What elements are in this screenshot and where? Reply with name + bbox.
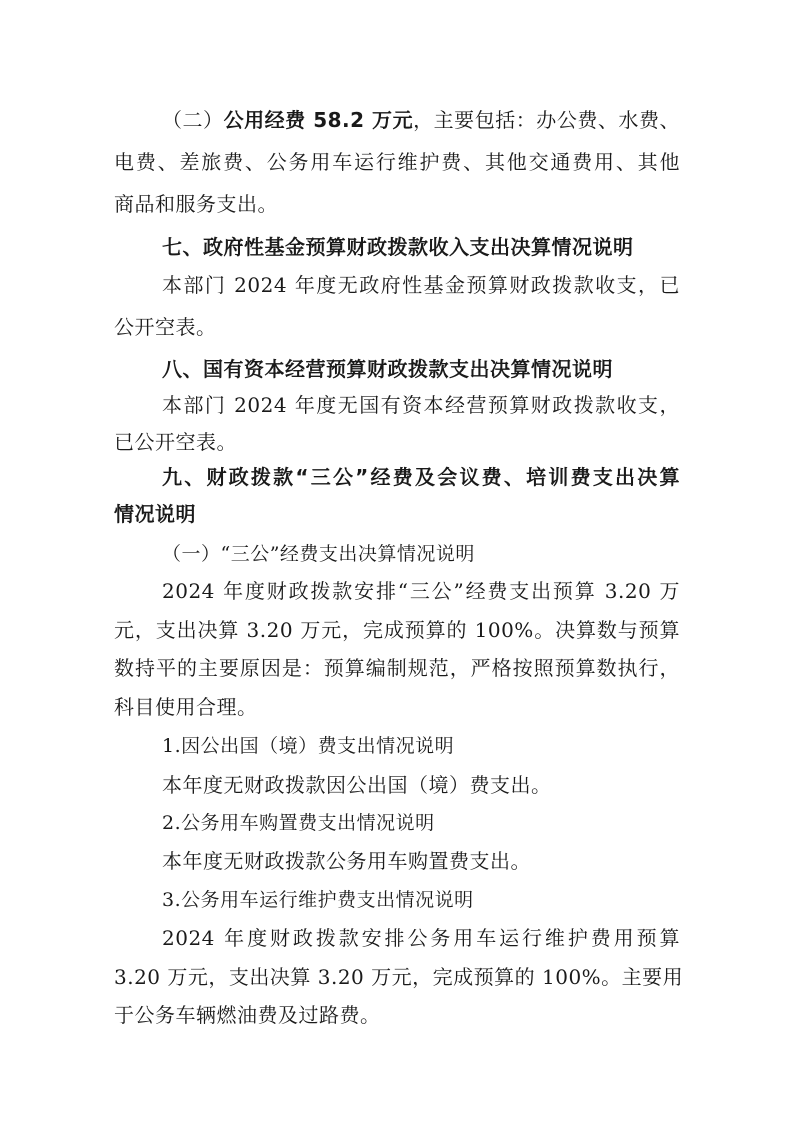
item-2-title: 2.公务用车购置费支出情况说明 [162, 812, 435, 834]
section-8-line-1: 本部门 2024 年度无国有资本经营预算财政拨款收支， [162, 393, 680, 417]
three-public-para-line-4: 科目使用合理。 [114, 695, 258, 719]
public-funds-text: ，主要包括：办公费、水费、 [413, 108, 680, 132]
section-8-heading: 八、国有资本经营预算财政拨款支出决算情况说明 [162, 357, 613, 381]
section-7-line-2: 公开空表。 [114, 315, 217, 339]
item-3-title: 3.公务用车运行维护费支出情况说明 [162, 889, 474, 911]
three-public-para-line-1: 2024 年度财政拨款安排“三公”经费支出预算 3.20 万 [162, 579, 680, 603]
item-3-para-line-3: 于公务车辆燃油费及过路费。 [114, 1003, 381, 1027]
item-2-body: 本年度无财政拨款公务用车购置费支出。 [162, 849, 531, 873]
section-7-heading: 七、政府性基金预算财政拨款收入支出决算情况说明 [162, 235, 634, 259]
three-public-subheading: （一）“三公”经费支出决算情况说明 [162, 543, 475, 565]
public-funds-line-2: 电费、差旅费、公务用车运行维护费、其他交通费用、其他 [114, 150, 680, 174]
three-public-para-line-3: 数持平的主要原因是：预算编制规范，严格按照预算数执行， [114, 656, 680, 680]
item-1-title: 1.因公出国（境）费支出情况说明 [162, 735, 455, 757]
item-1-body: 本年度无财政拨款因公出国（境）费支出。 [162, 773, 552, 797]
section-9-heading-line-1: 九、财政拨款“三公”经费及会议费、培训费支出决算 [162, 465, 680, 489]
item-3-para-line-1: 2024 年度财政拨款安排公务用车运行维护费用预算 [162, 926, 680, 950]
section-8-line-2: 已公开空表。 [114, 430, 237, 454]
three-public-para-line-2: 元，支出决算 3.20 万元，完成预算的 100%。决算数与预算 [114, 618, 680, 642]
section-7-line-1: 本部门 2024 年度无政府性基金预算财政拨款收支，已 [162, 273, 680, 297]
public-funds-label: （二） [162, 108, 224, 132]
public-funds-line-3: 商品和服务支出。 [114, 192, 278, 216]
public-funds-amount: 公用经费 58.2 万元 [223, 108, 414, 132]
public-funds-line-1 [162, 107, 680, 133]
item-3-para-line-2: 3.20 万元，支出决算 3.20 万元，完成预算的 100%。主要用 [114, 965, 684, 989]
section-9-heading-line-2: 情况说明 [114, 502, 196, 526]
